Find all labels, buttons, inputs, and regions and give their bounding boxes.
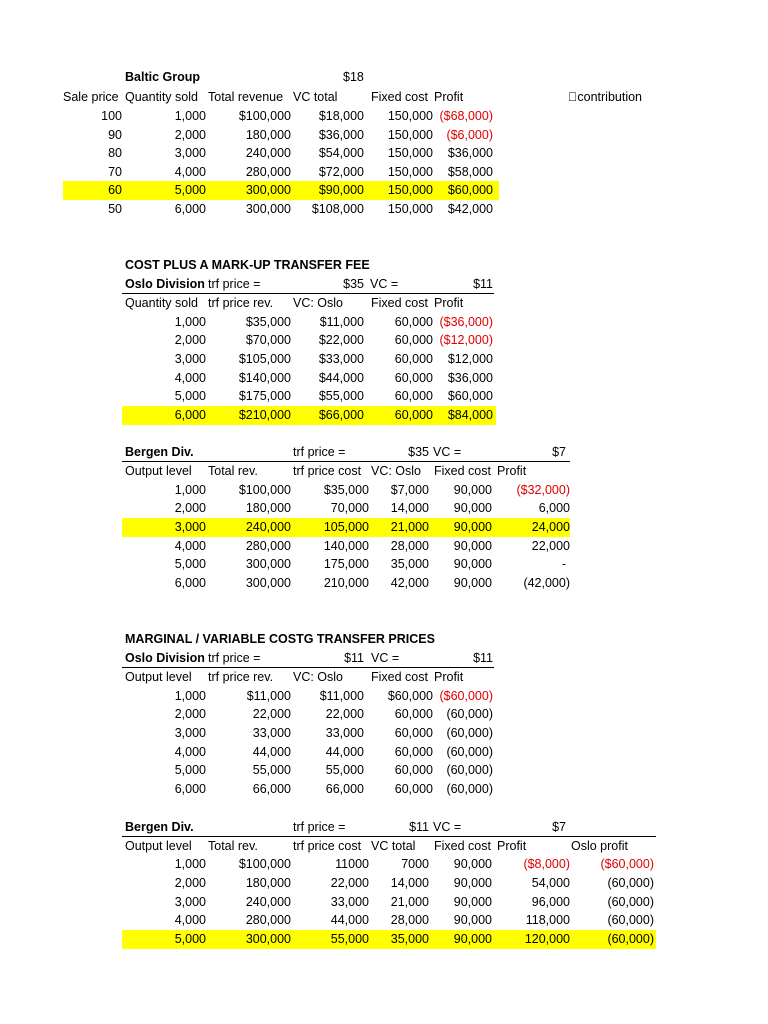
header-contribution:  contribution xyxy=(568,90,642,104)
cell-fixed: 60,000 xyxy=(394,782,433,796)
cell-fixed: 90,000 xyxy=(453,876,492,890)
cell-profit: - xyxy=(561,557,566,571)
header-total-rev: Total rev. xyxy=(208,839,258,853)
cell-trf-cost: 33,000 xyxy=(330,895,369,909)
cell-total-rev: 180,000 xyxy=(245,876,291,890)
cell-trf-rev: $70,000 xyxy=(245,333,291,347)
cell-trf-rev: 33,000 xyxy=(252,726,291,740)
header-output-level: Output level xyxy=(125,839,192,853)
division-name: Bergen Div. xyxy=(125,445,194,459)
header-total-rev: Total rev. xyxy=(208,464,258,478)
table-row xyxy=(0,855,768,874)
cell-output: 2,000 xyxy=(174,707,206,721)
table-row xyxy=(0,537,768,556)
table-row xyxy=(0,874,768,893)
vc-label: VC = xyxy=(433,820,462,834)
division-name: Bergen Div. xyxy=(125,820,194,834)
cell-output: 3,000 xyxy=(174,520,206,534)
cell-quantity: 6,000 xyxy=(174,202,206,216)
cell-trf-rev: $11,000 xyxy=(246,689,291,703)
cell-profit: $58,000 xyxy=(447,165,493,179)
cell-profit: $42,000 xyxy=(447,202,493,216)
cell-trf-rev: $210,000 xyxy=(238,408,291,422)
trf-price-label: trf price = xyxy=(293,445,346,459)
cell-vc: $18,000 xyxy=(318,109,364,123)
header-oslo-profit: Oslo profit xyxy=(571,839,628,853)
vc-value: $11 xyxy=(473,651,493,665)
cell-profit: 22,000 xyxy=(531,539,570,553)
cell-vc: 14,000 xyxy=(390,876,429,890)
header-row xyxy=(0,294,768,313)
table-row xyxy=(0,181,768,200)
cell-profit: 54,000 xyxy=(531,876,570,890)
baltic-header-row xyxy=(0,88,768,107)
cell-sale-price: 70 xyxy=(108,165,122,179)
cell-vc: $22,000 xyxy=(318,333,364,347)
cell-profit: ($6,000) xyxy=(446,128,493,142)
cell-oslo-profit: (60,000) xyxy=(607,932,654,946)
cell-fixed: 150,000 xyxy=(387,109,433,123)
cell-trf-cost: 11000 xyxy=(335,857,369,871)
cell-total-rev: $100,000 xyxy=(238,857,291,871)
cell-trf-cost: 70,000 xyxy=(330,501,369,515)
table-row xyxy=(0,499,768,518)
param-row xyxy=(0,443,768,462)
cell-trf-rev: $105,000 xyxy=(238,352,291,366)
cell-trf-cost: 22,000 xyxy=(330,876,369,890)
cell-vc: 21,000 xyxy=(390,520,429,534)
cell-profit: 118,000 xyxy=(525,913,570,927)
cell-revenue: 280,000 xyxy=(245,165,291,179)
cell-fixed: 90,000 xyxy=(453,913,492,927)
cell-fixed: 60,000 xyxy=(394,333,433,347)
cell-fixed: 60,000 xyxy=(394,352,433,366)
cell-profit: $36,000 xyxy=(447,146,493,160)
cell-trf-cost: 210,000 xyxy=(323,576,369,590)
division-name: Oslo Division xyxy=(125,651,205,665)
cell-vc: 35,000 xyxy=(390,557,429,571)
vc-label: VC = xyxy=(433,445,462,459)
cell-vc: 28,000 xyxy=(390,539,429,553)
cell-profit: 6,000 xyxy=(538,501,570,515)
cell-quantity: 2,000 xyxy=(174,128,206,142)
cell-output: 1,000 xyxy=(174,689,206,703)
cell-total-rev: 280,000 xyxy=(245,539,291,553)
header-vc-oslo: VC: Oslo xyxy=(371,464,422,478)
cell-vc: 21,000 xyxy=(390,895,429,909)
header-fixed-cost: Fixed cost xyxy=(434,839,491,853)
table-row xyxy=(0,930,768,949)
table-row xyxy=(0,369,768,388)
cell-profit: (60,000) xyxy=(446,782,493,796)
header-vc-oslo: VC: Oslo xyxy=(293,296,344,310)
cell-oslo-profit: (60,000) xyxy=(607,913,654,927)
cell-output: 5,000 xyxy=(174,557,206,571)
header-total-revenue: Total revenue xyxy=(208,90,284,104)
cell-trf-cost: 55,000 xyxy=(330,932,369,946)
cell-vc: $55,000 xyxy=(318,389,364,403)
header-sale-price: Sale price xyxy=(63,90,119,104)
cell-output: 5,000 xyxy=(174,763,206,777)
cell-fixed: 60,000 xyxy=(394,389,433,403)
cell-fixed: 90,000 xyxy=(453,857,492,871)
table-row xyxy=(0,313,768,332)
cell-profit: 24,000 xyxy=(531,520,570,534)
cell-profit: 96,000 xyxy=(531,895,570,909)
cell-vc: $108,000 xyxy=(311,202,364,216)
cell-profit: ($68,000) xyxy=(439,109,493,123)
table-row xyxy=(0,163,768,182)
cell-vc: 33,000 xyxy=(325,726,364,740)
cell-fixed: 60,000 xyxy=(394,745,433,759)
table-row xyxy=(0,705,768,724)
header-quantity-sold: Quantity sold xyxy=(125,296,198,310)
cell-revenue: 300,000 xyxy=(245,202,291,216)
table-row xyxy=(0,724,768,743)
division-name: Oslo Division xyxy=(125,277,205,291)
trf-price-label: trf price = xyxy=(208,277,261,291)
cell-profit: (60,000) xyxy=(446,745,493,759)
trf-price-label: trf price = xyxy=(208,651,261,665)
cell-profit: $84,000 xyxy=(447,408,493,422)
cell-vc: $11,000 xyxy=(319,315,364,329)
cell-output: 2,000 xyxy=(174,501,206,515)
cell-quantity: 2,000 xyxy=(174,333,206,347)
cell-fixed: 60,000 xyxy=(394,763,433,777)
table-row xyxy=(0,893,768,912)
cell-trf-cost: $35,000 xyxy=(323,483,369,497)
cell-total-rev: $100,000 xyxy=(238,483,291,497)
cell-fixed: 90,000 xyxy=(453,520,492,534)
cell-profit: $12,000 xyxy=(447,352,493,366)
cell-profit: $36,000 xyxy=(447,371,493,385)
cell-fixed: 90,000 xyxy=(453,932,492,946)
cell-profit: ($12,000) xyxy=(439,333,493,347)
cell-profit: $60,000 xyxy=(447,389,493,403)
cell-fixed: 90,000 xyxy=(453,557,492,571)
cell-quantity: 1,000 xyxy=(174,315,206,329)
cell-sale-price: 50 xyxy=(108,202,122,216)
header-profit: Profit xyxy=(497,464,527,478)
header-vc-total: VC total xyxy=(293,90,338,104)
table-row xyxy=(0,481,768,500)
cell-vc: $90,000 xyxy=(318,183,364,197)
cell-fixed: 60,000 xyxy=(394,315,433,329)
cell-fixed: 150,000 xyxy=(387,202,433,216)
table-row xyxy=(0,761,768,780)
header-fixed-cost: Fixed cost xyxy=(434,464,491,478)
cell-total-rev: 240,000 xyxy=(245,520,291,534)
vc-label: VC = xyxy=(371,651,400,665)
cell-output: 3,000 xyxy=(174,895,206,909)
cell-profit: (60,000) xyxy=(446,726,493,740)
trf-price-value: $11 xyxy=(409,820,429,834)
cell-vc: $54,000 xyxy=(318,146,364,160)
cell-trf-rev: $175,000 xyxy=(238,389,291,403)
cell-vc: 42,000 xyxy=(390,576,429,590)
cell-vc: 7000 xyxy=(401,857,429,871)
table-row xyxy=(0,387,768,406)
cell-vc: 66,000 xyxy=(325,782,364,796)
cell-output: 3,000 xyxy=(174,726,206,740)
section-heading: MARGINAL / VARIABLE COSTG TRANSFER PRICES xyxy=(125,632,435,646)
cell-quantity: 3,000 xyxy=(174,146,206,160)
header-profit: Profit xyxy=(497,839,527,853)
cell-fixed: 60,000 xyxy=(394,707,433,721)
cell-quantity: 4,000 xyxy=(174,371,206,385)
table-row xyxy=(0,780,768,799)
cell-fixed: 90,000 xyxy=(453,501,492,515)
cell-vc: $44,000 xyxy=(318,371,364,385)
cell-profit: ($8,000) xyxy=(523,857,570,871)
header-fixed-cost: Fixed cost xyxy=(371,90,428,104)
cell-sale-price: 60 xyxy=(108,183,122,197)
cell-fixed: 150,000 xyxy=(387,165,433,179)
cell-vc: $33,000 xyxy=(318,352,364,366)
header-trf-price-rev: trf price rev. xyxy=(208,670,274,684)
table-row xyxy=(0,126,768,145)
cell-profit: ($60,000) xyxy=(439,689,493,703)
cell-fixed: 60,000 xyxy=(394,371,433,385)
cell-quantity: 1,000 xyxy=(174,109,206,123)
cell-fixed: 150,000 xyxy=(387,146,433,160)
baltic-title-row xyxy=(0,68,768,87)
header-trf-price-rev: trf price rev. xyxy=(208,296,274,310)
cell-vc: 35,000 xyxy=(390,932,429,946)
cell-output: 4,000 xyxy=(174,745,206,759)
header-profit: Profit xyxy=(434,296,464,310)
cell-sale-price: 90 xyxy=(108,128,122,142)
trf-price-value: $11 xyxy=(344,651,364,665)
cell-quantity: 5,000 xyxy=(174,183,206,197)
cell-trf-rev: 55,000 xyxy=(252,763,291,777)
header-quantity-sold: Quantity sold xyxy=(125,90,198,104)
cell-quantity: 3,000 xyxy=(174,352,206,366)
cell-trf-cost: 175,000 xyxy=(323,557,369,571)
cell-quantity: 6,000 xyxy=(174,408,206,422)
cell-trf-rev: $140,000 xyxy=(238,371,291,385)
cell-vc: $36,000 xyxy=(318,128,364,142)
cell-vc: 44,000 xyxy=(325,745,364,759)
header-profit: Profit xyxy=(434,670,464,684)
cell-profit: $60,000 xyxy=(447,183,493,197)
cell-output: 6,000 xyxy=(174,576,206,590)
cell-vc: $7,000 xyxy=(390,483,429,497)
section-heading-row xyxy=(0,630,768,649)
table-row xyxy=(0,406,768,425)
header-output-level: Output level xyxy=(125,670,192,684)
cell-sale-price: 80 xyxy=(108,146,122,160)
cell-fixed: 90,000 xyxy=(453,895,492,909)
vc-value: $11 xyxy=(473,277,493,291)
cell-output: 4,000 xyxy=(174,913,206,927)
cell-fixed: 150,000 xyxy=(387,183,433,197)
trf-price-label: trf price = xyxy=(293,820,346,834)
baltic-group-title: Baltic Group xyxy=(125,70,201,84)
cell-vc: 28,000 xyxy=(390,913,429,927)
cell-profit: (60,000) xyxy=(446,707,493,721)
cell-total-rev: 280,000 xyxy=(245,913,291,927)
cell-total-rev: 300,000 xyxy=(245,557,291,571)
cell-trf-rev: 44,000 xyxy=(252,745,291,759)
cell-fixed: 90,000 xyxy=(453,576,492,590)
cell-trf-rev: 66,000 xyxy=(252,782,291,796)
header-profit: Profit xyxy=(434,90,464,104)
vc-label: VC = xyxy=(370,277,399,291)
cell-sale-price: 100 xyxy=(101,109,122,123)
cell-oslo-profit: (60,000) xyxy=(607,895,654,909)
cell-vc: $66,000 xyxy=(318,408,364,422)
cell-output: 2,000 xyxy=(174,876,206,890)
header-fixed-cost: Fixed cost xyxy=(371,296,428,310)
header-vc-oslo: VC: Oslo xyxy=(293,670,344,684)
cell-output: 4,000 xyxy=(174,539,206,553)
section-heading: COST PLUS A MARK-UP TRANSFER FEE xyxy=(125,258,370,272)
cell-oslo-profit: ($60,000) xyxy=(600,857,654,871)
cell-trf-cost: 44,000 xyxy=(330,913,369,927)
cell-fixed: 90,000 xyxy=(453,539,492,553)
header-trf-price-cost: trf price cost xyxy=(293,839,362,853)
cell-profit: ($32,000) xyxy=(516,483,570,497)
cell-fixed: 60,000 xyxy=(394,726,433,740)
table-row xyxy=(0,555,768,574)
vc-value: $7 xyxy=(552,445,566,459)
cell-vc: 55,000 xyxy=(325,763,364,777)
header-row xyxy=(0,462,768,481)
table-row xyxy=(0,144,768,163)
trf-price-value: $35 xyxy=(343,277,364,291)
cell-quantity: 4,000 xyxy=(174,165,206,179)
trf-price-value: $35 xyxy=(408,445,429,459)
cell-revenue: $100,000 xyxy=(238,109,291,123)
section-heading-row xyxy=(0,256,768,275)
cell-vc: $11,000 xyxy=(319,689,364,703)
cell-trf-cost: 140,000 xyxy=(323,539,369,553)
cell-trf-rev: 22,000 xyxy=(252,707,291,721)
table-row xyxy=(0,200,768,219)
cell-vc: 14,000 xyxy=(390,501,429,515)
header-vc-total: VC total xyxy=(371,839,416,853)
cell-profit: (42,000) xyxy=(523,576,570,590)
cell-fixed: 90,000 xyxy=(453,483,492,497)
cell-revenue: 300,000 xyxy=(245,183,291,197)
table-row xyxy=(0,687,768,706)
table-row xyxy=(0,574,768,593)
header-fixed-cost: Fixed cost xyxy=(371,670,428,684)
cell-profit: 120,000 xyxy=(524,932,570,946)
cell-fixed: $60,000 xyxy=(387,689,433,703)
baltic-price-value: $18 xyxy=(343,70,364,84)
cell-fixed: 150,000 xyxy=(387,128,433,142)
table-row xyxy=(0,331,768,350)
cell-total-rev: 300,000 xyxy=(245,576,291,590)
cell-output: 1,000 xyxy=(174,857,206,871)
param-row xyxy=(0,275,768,294)
cell-revenue: 180,000 xyxy=(245,128,291,142)
cell-oslo-profit: (60,000) xyxy=(607,876,654,890)
header-row xyxy=(0,668,768,687)
table-row xyxy=(0,911,768,930)
table-row xyxy=(0,107,768,126)
vc-value: $7 xyxy=(552,820,566,834)
cell-trf-cost: 105,000 xyxy=(323,520,369,534)
table-row xyxy=(0,350,768,369)
cell-revenue: 240,000 xyxy=(245,146,291,160)
cell-output: 1,000 xyxy=(174,483,206,497)
cell-profit: (60,000) xyxy=(446,763,493,777)
header-trf-price-cost: trf price cost xyxy=(293,464,362,478)
header-row xyxy=(0,837,768,856)
cell-vc: 22,000 xyxy=(325,707,364,721)
cell-output: 5,000 xyxy=(174,932,206,946)
cell-vc: $72,000 xyxy=(318,165,364,179)
cell-total-rev: 180,000 xyxy=(245,501,291,515)
table-row xyxy=(0,518,768,537)
cell-fixed: 60,000 xyxy=(394,408,433,422)
param-row xyxy=(0,818,768,837)
cell-quantity: 5,000 xyxy=(174,389,206,403)
cell-output: 6,000 xyxy=(174,782,206,796)
header-output-level: Output level xyxy=(125,464,192,478)
param-row xyxy=(0,649,768,668)
cell-total-rev: 240,000 xyxy=(245,895,291,909)
cell-total-rev: 300,000 xyxy=(245,932,291,946)
cell-profit: ($36,000) xyxy=(439,315,493,329)
cell-trf-rev: $35,000 xyxy=(245,315,291,329)
table-row xyxy=(0,743,768,762)
